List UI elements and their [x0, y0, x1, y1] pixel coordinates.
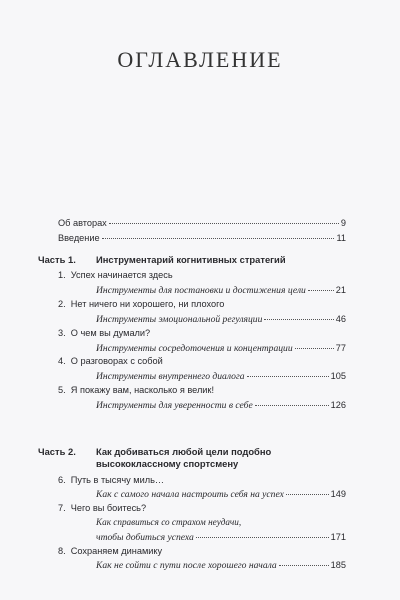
chapter-heading-3: 3. О чем вы думали?	[58, 328, 151, 338]
dot-leader	[109, 223, 339, 224]
chapter-heading-2: 2. Нет ничего ни хорошего, ни плохого	[58, 299, 225, 309]
toc-entry-chapter-5[interactable]	[96, 399, 346, 412]
part-label: Часть 1.	[38, 254, 76, 265]
page-number: 105	[330, 371, 346, 381]
toc-entry-label: Инструменты сосредоточения и концентрации	[96, 343, 293, 354]
page-number: 9	[340, 218, 346, 228]
dot-leader	[308, 290, 334, 291]
toc-entry-chapter-8[interactable]	[96, 559, 346, 572]
toc-entry-label: Как не сойти с пути после хорошего начала	[96, 560, 277, 571]
page-number: 46	[335, 314, 346, 324]
toc-entry-label: Инструменты внутреннего диалога	[96, 371, 245, 382]
toc-entry-chapter-1[interactable]	[96, 284, 346, 297]
page-number: 171	[330, 532, 346, 542]
toc-entry-chapter-4[interactable]	[96, 370, 346, 383]
dot-leader	[264, 319, 333, 320]
page-number: 21	[335, 285, 346, 295]
dot-leader	[279, 565, 329, 566]
page-number: 126	[330, 400, 346, 410]
toc-entry-chapter-7[interactable]	[96, 531, 346, 544]
dot-leader	[247, 376, 329, 377]
part-title-line-2: высококлассному спортсмену	[96, 458, 239, 469]
toc-entry-label: Как с самого начала настроить себя на успех	[96, 489, 284, 500]
toc-entry-introduction[interactable]	[58, 232, 346, 244]
chapter-heading-4: 4. О разговорах с собой	[58, 356, 163, 366]
chapter-heading-8: 8. Сохраняем динамику	[58, 546, 163, 556]
page-number: 77	[335, 343, 346, 353]
dot-leader	[295, 348, 334, 349]
chapter-heading-7: 7. Чего вы боитесь?	[58, 503, 147, 513]
page-title: ОГЛАВЛЕНИЕ	[117, 47, 283, 72]
toc-entry-label: Об авторах	[58, 218, 107, 228]
dot-leader	[255, 405, 329, 406]
part-label: Часть 2.	[38, 446, 76, 457]
toc-entry-label: Инструменты для постановки и достижения цели	[96, 285, 306, 296]
toc-entry-label: Введение	[58, 233, 100, 243]
toc-entry-label: Инструменты для уверенности в себе	[96, 400, 253, 411]
chapter-heading-1: 1. Успех начинается здесь	[58, 270, 173, 280]
page-number: 149	[330, 489, 346, 499]
chapter-heading-5: 5. Я покажу вам, насколько я велик!	[58, 385, 215, 395]
page-number: 11	[336, 233, 346, 243]
dot-leader	[196, 537, 329, 538]
page-number: 185	[330, 560, 346, 570]
toc-entry-label: чтобы добиться успеха	[96, 532, 194, 543]
dot-leader	[102, 238, 335, 239]
part-heading-1	[38, 254, 286, 266]
toc-entry-label: Инструменты эмоциональной регуляции	[96, 314, 263, 325]
toc-entry-chapter-2[interactable]	[96, 313, 346, 326]
part-title: Инструментарий когнитивных стратегий	[96, 254, 286, 265]
part-heading-2	[38, 446, 271, 470]
chapter-heading-6: 6. Путь в тысячу миль…	[58, 475, 165, 485]
part-title-line-1: Как добиваться любой цели подобно	[96, 446, 272, 457]
toc-entry-chapter-6[interactable]	[96, 488, 346, 501]
dot-leader	[286, 494, 329, 495]
toc-entry-authors[interactable]	[58, 217, 346, 229]
toc-entry-label-line-1: Как справиться со страхом неудачи,	[96, 517, 242, 527]
toc-entry-chapter-3[interactable]	[96, 342, 346, 355]
